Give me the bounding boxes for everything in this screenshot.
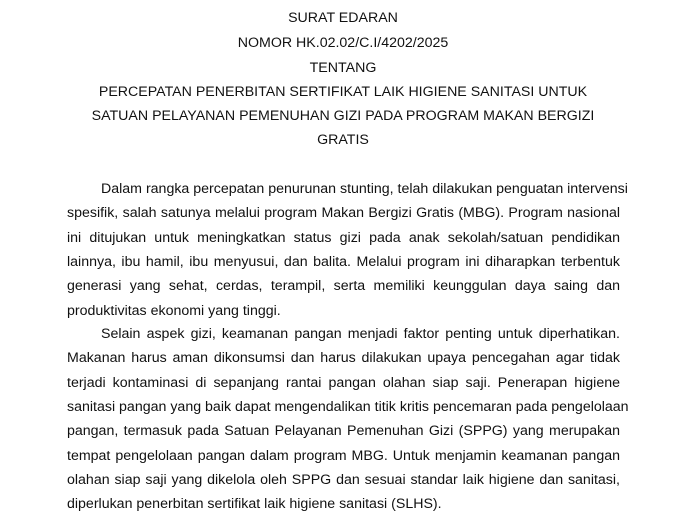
document-type-heading: SURAT EDARAN xyxy=(288,10,398,26)
paragraph-line: spesifik, salah satunya melalui program Makan Bergizi Gratis (MBG). Program nasional xyxy=(67,205,620,222)
paragraph-line: olahan siap saji yang dikelola oleh SPPG dan sesuai standar laik higiene dan sanitasi, xyxy=(67,472,620,489)
paragraph-line: Selain aspek gizi, keamanan pangan menjadi faktor penting untuk diperhatikan. xyxy=(101,326,620,342)
paragraph-2 xyxy=(67,322,629,517)
paragraph-line: tempat pengelolaan pangan dalam program MBG. Untuk menjamin keamanan pangan xyxy=(67,447,620,464)
document-number: NOMOR HK.02.02/C.I/4202/2025 xyxy=(237,35,449,51)
paragraph-line: ini ditujukan untuk meningkatkan status gizi pada anak sekolah/satuan pendidikan xyxy=(67,229,620,246)
document-title-line-1: PERCEPATAN PENERBITAN SERTIFIKAT LAIK HIGIENE SANITASI UNTUK xyxy=(98,84,588,100)
paragraph-line: sanitasi pangan yang baik dapat mengendalikan titik kritis pencemaran pada pengelolaan xyxy=(67,399,629,416)
document-title-line-2: SATUAN PELAYANAN PEMENUHAN GIZI PADA PROGRAM MAKAN BERGIZI xyxy=(91,108,595,124)
paragraph-line: terjadi kontaminasi di sepanjang rantai pangan olahan siap saji. Penerapan higiene xyxy=(67,374,620,391)
paragraph-line: pangan, termasuk pada Satuan Pelayanan Pemenuhan Gizi (SPPG) yang merupakan xyxy=(67,423,620,440)
paragraph-line: Makanan harus aman dikonsumsi dan harus dilakukan upaya pencegahan agar tidak xyxy=(67,350,620,367)
tentang-heading: TENTANG xyxy=(309,60,377,76)
document-title-line-3: GRATIS xyxy=(317,132,369,148)
paragraph-line: generasi yang sehat, cerdas, terampil, serta memiliki keunggulan daya saing dan xyxy=(67,278,620,295)
paragraph-line: produktivitas ekonomi yang tinggi. xyxy=(67,302,281,319)
paragraph-line: lainnya, ibu hamil, ibu menyusui, dan balita. Melalui program ini diharapkan terbentuk xyxy=(67,254,620,271)
paragraph-line: diperlukan penerbitan sertifikat laik higiene sanitasi (SLHS). xyxy=(67,496,442,513)
paragraph-1 xyxy=(67,177,628,323)
paragraph-line: Dalam rangka percepatan penurunan stunting, telah dilakukan penguatan intervensi xyxy=(101,181,628,197)
